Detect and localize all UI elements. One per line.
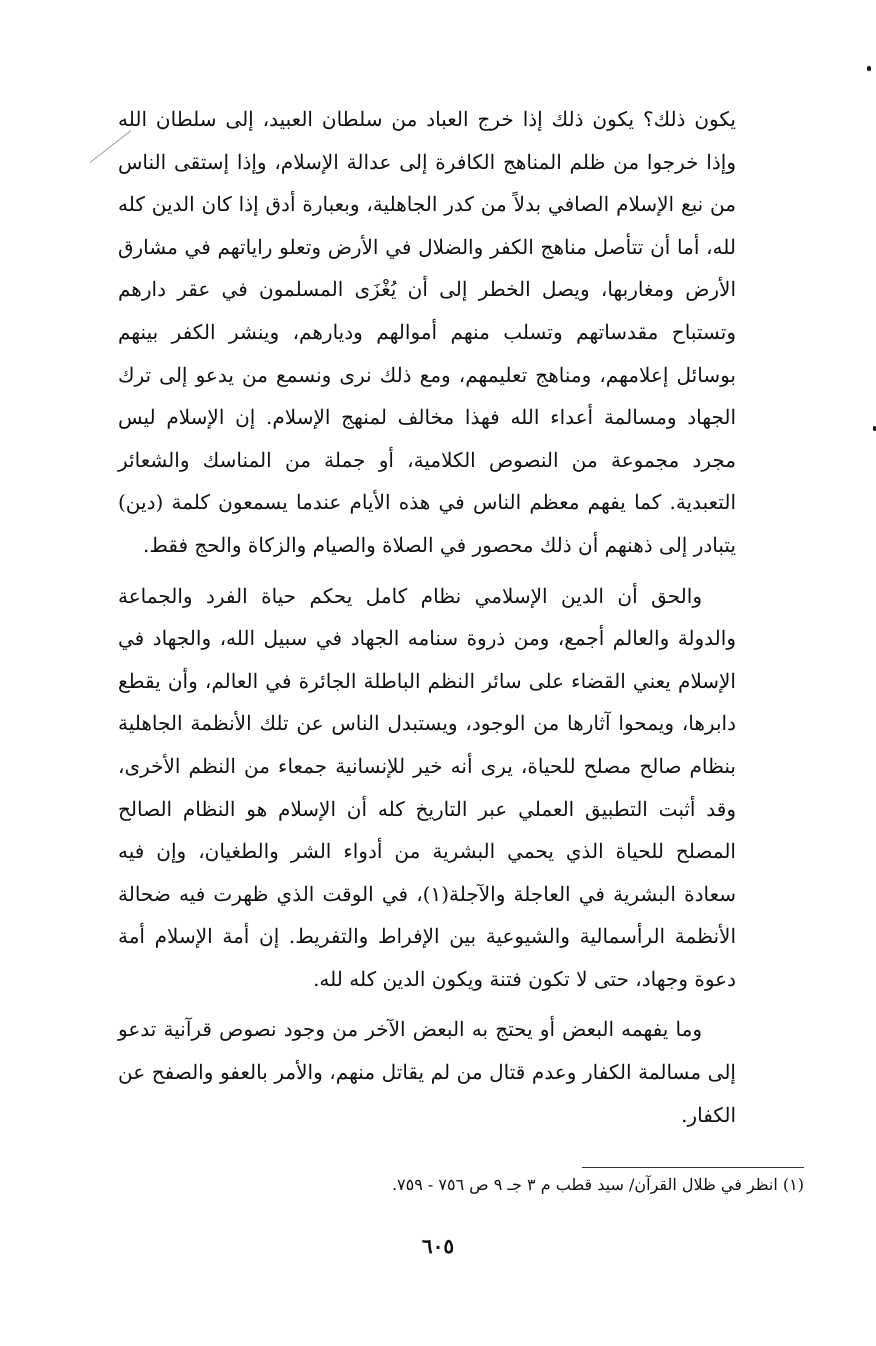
- body-text: [118, 98, 736, 1136]
- page-number: ٦٠٥: [421, 1234, 455, 1258]
- footnote-separator: [582, 1167, 804, 1168]
- paragraph: والحق أن الدين الإسلامي نظام كامل يحكم حياة الفرد والجماعة والدولة والعالم أجمع، ومن ذروة سنامه الجهاد في سبيل الله، والجهاد في الإسلام يعني القضاء على سائر النظم الباطلة الجائرة في العالم، وأن يقطع دابرها، ويمحوا آثارها من الوجود، ويستبدل الناس عن تلك الأنظمة الجاهلية بنظام صالح مصلح للحياة، يرى أنه خير للإنسانية جمعاء من النظم الأخرى، وقد أثبت التطبيق العملي عبر التاريخ كله أن الإسلام هو النظام الصالح المصلح للحياة الذي يحمي البشرية من أدواء الشر والطغيان، وإن فيه سعادة البشرية في العاجلة والآجلة(١)، في الوقت الذي ظهرت فيه ضحالة الأنظمة الرأسمالية والشيوعية بين الإفراط والتفريط. إن أمة الإسلام أمة دعوة وجهاد، حتى لا تكون فتنة ويكون الدين كله لله.: [118, 583, 736, 991]
- paragraph: وما يفهمه البعض أو يحتج به البعض الآخر من وجود نصوص قرآنية تدعو إلى مسالمة الكفار وعدم قتال من لم يقاتل منهم، والأمر بالعفو والصفح عن الكفار.: [118, 1017, 736, 1127]
- paragraph: يكون ذلك؟ يكون ذلك إذا خرج العباد من سلطان العبيد، إلى سلطان الله وإذا خرجوا من ظلم المناهج الكافرة إلى عدالة الإسلام، وإذا إستقى الناس من نبع الإسلام الصافي بدلاً من كدر الجاهلية، وبعبارة أدق إذا كان الدين كله لله، أما أن تتأصل مناهج الكفر والضلال في الأرض وتعلو راياتهم في مشارق الأرض ومغاربها، ويصل الخطر إلى أن يُغْزَى المسلمون في عقر دارهم وتستباح مقدساتهم وتسلب منهم أموالهم وديارهم، وينشر الكفر بينهم بوسائل إعلامهم، ومناهج تعليمهم، ومع ذلك نرى ونسمع من يدعو إلى ترك الجهاد ومسالمة أعداء الله فهذا مخالف لمنهج الإسلام. إن الإسلام ليس مجرد مجموعة من النصوص الكلامية، أو جملة من المناسك والشعائر التعبدية. كما يفهم معظم الناس في هذه الأيام عندما يسمعون كلمة (دين) يتبادر إلى ذهنهم أن ذلك محصور في الصلاة والصيام والزكاة والحج فقط.: [118, 107, 736, 557]
- footnote: (١) انظر في ظلال القرآن/ سيد قطب م ٣ جـ ٩ ص ٧٥٦ - ٧٥٩.: [391, 1175, 804, 1194]
- scan-speck: [867, 66, 871, 71]
